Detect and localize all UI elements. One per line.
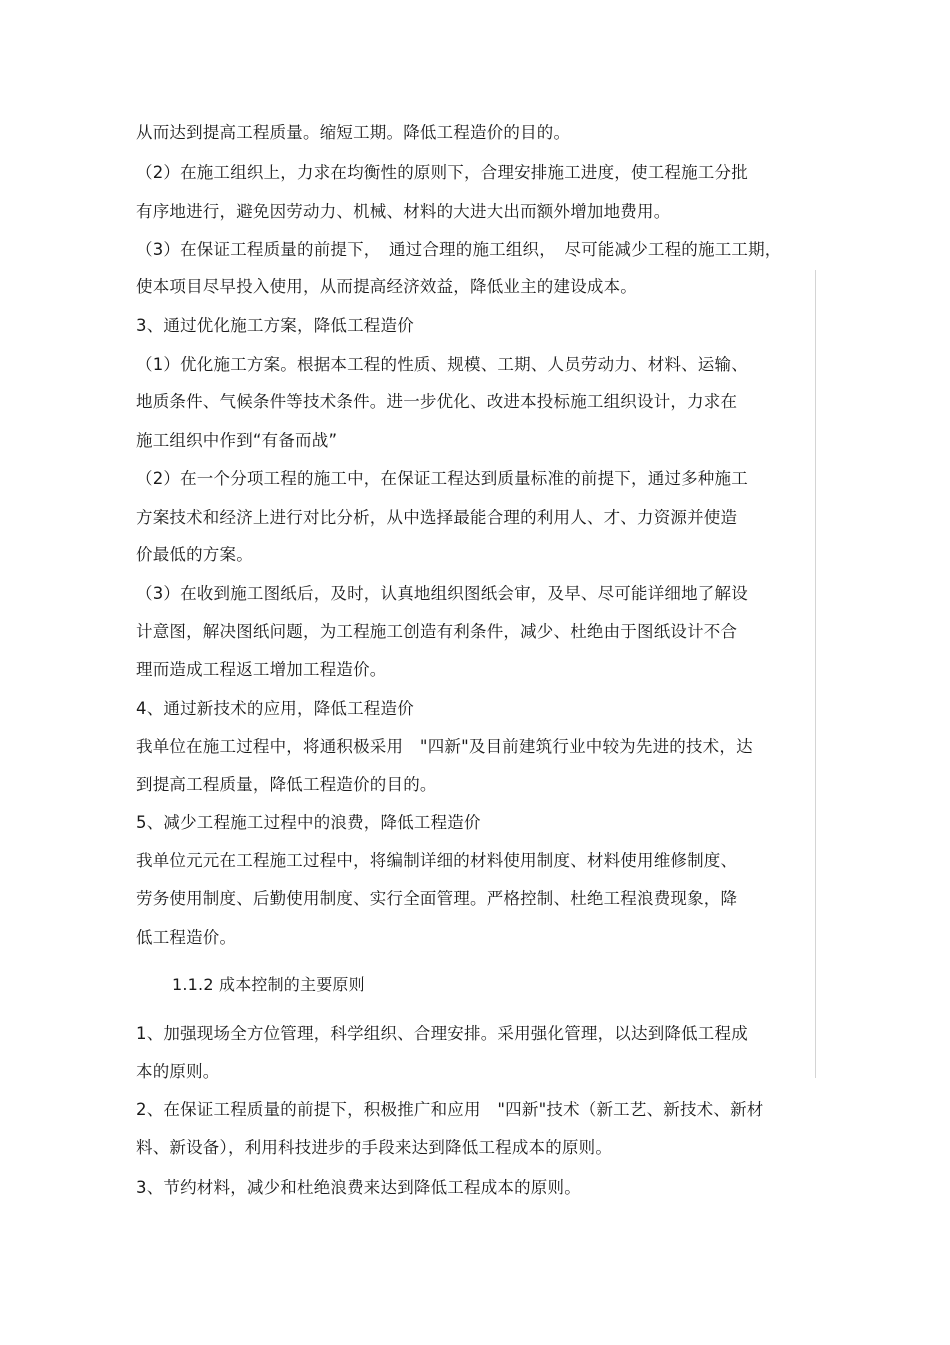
paragraph-line: 我单位在施工过程中，将通积极采用 "四新"及目前建筑行业中较为先进的技术，达	[136, 737, 753, 756]
paragraph-line: （2）在一个分项工程的施工中，在保证工程达到质量标准的前提下，通过多种施工	[136, 469, 748, 488]
paragraph-line: 有序地进行，避免因劳动力、机械、材料的大进大出而额外增加地费用。	[136, 202, 671, 221]
paragraph-line: 3、节约材料，减少和杜绝浪费来达到降低工程成本的原则。	[136, 1178, 581, 1197]
paragraph-line: 低工程造价。	[136, 928, 237, 947]
paragraph-line: 计意图，解决图纸问题，为工程施工创造有利条件，减少、杜绝由于图纸设计不合	[136, 622, 738, 641]
paragraph-line: （3）在收到施工图纸后，及时，认真地组织图纸会审，及早、尽可能详细地了解设	[136, 584, 748, 603]
paragraph-line: 方案技术和经济上进行对比分析，从中选择最能合理的利用人、才、力资源并使造	[136, 508, 738, 527]
margin-rule	[815, 270, 816, 1078]
paragraph-line: 1、加强现场全方位管理，科学组织、合理安排。采用强化管理，以达到降低工程成	[136, 1024, 748, 1043]
section-heading: 5、减少工程施工过程中的浪费，降低工程造价	[136, 813, 481, 832]
paragraph-line: （3）在保证工程质量的前提下， 通过合理的施工组织， 尽可能减少工程的施工工期，	[136, 240, 782, 259]
paragraph-line: 施工组织中作到“有备而战”	[136, 431, 338, 450]
subsection-heading: 1.1.2 成本控制的主要原则	[172, 975, 365, 994]
paragraph-line: 地质条件、气候条件等技术条件。进一步优化、改进本投标施工组织设计，力求在	[136, 392, 738, 411]
paragraph-line: 从而达到提高工程质量。缩短工期。降低工程造价的目的。	[136, 123, 571, 142]
paragraph-line: （2）在施工组织上，力求在均衡性的原则下，合理安排施工进度，使工程施工分批	[136, 163, 748, 182]
paragraph-line: 价最低的方案。	[136, 545, 253, 564]
paragraph-line: 我单位元元在工程施工过程中，将编制详细的材料使用制度、材料使用维修制度、	[136, 851, 738, 870]
paragraph-line: 使本项目尽早投入使用，从而提高经济效益，降低业主的建设成本。	[136, 277, 637, 296]
paragraph-line: （1）优化施工方案。根据本工程的性质、规模、工期、人员劳动力、材料、运输、	[136, 355, 748, 374]
paragraph-line: 本的原则。	[136, 1062, 220, 1081]
paragraph-line: 到提高工程质量，降低工程造价的目的。	[136, 775, 437, 794]
paragraph-line: 2、在保证工程质量的前提下，积极推广和应用 "四新"技术（新工艺、新技术、新材	[136, 1100, 764, 1119]
section-heading: 3、通过优化施工方案，降低工程造价	[136, 316, 414, 335]
paragraph-line: 劳务使用制度、后勤使用制度、实行全面管理。严格控制、杜绝工程浪费现象，降	[136, 889, 738, 908]
paragraph-line: 料、新设备），利用科技进步的手段来达到降低工程成本的原则。	[136, 1138, 613, 1157]
section-heading: 4、通过新技术的应用，降低工程造价	[136, 699, 414, 718]
paragraph-line: 理而造成工程返工增加工程造价。	[136, 660, 387, 679]
